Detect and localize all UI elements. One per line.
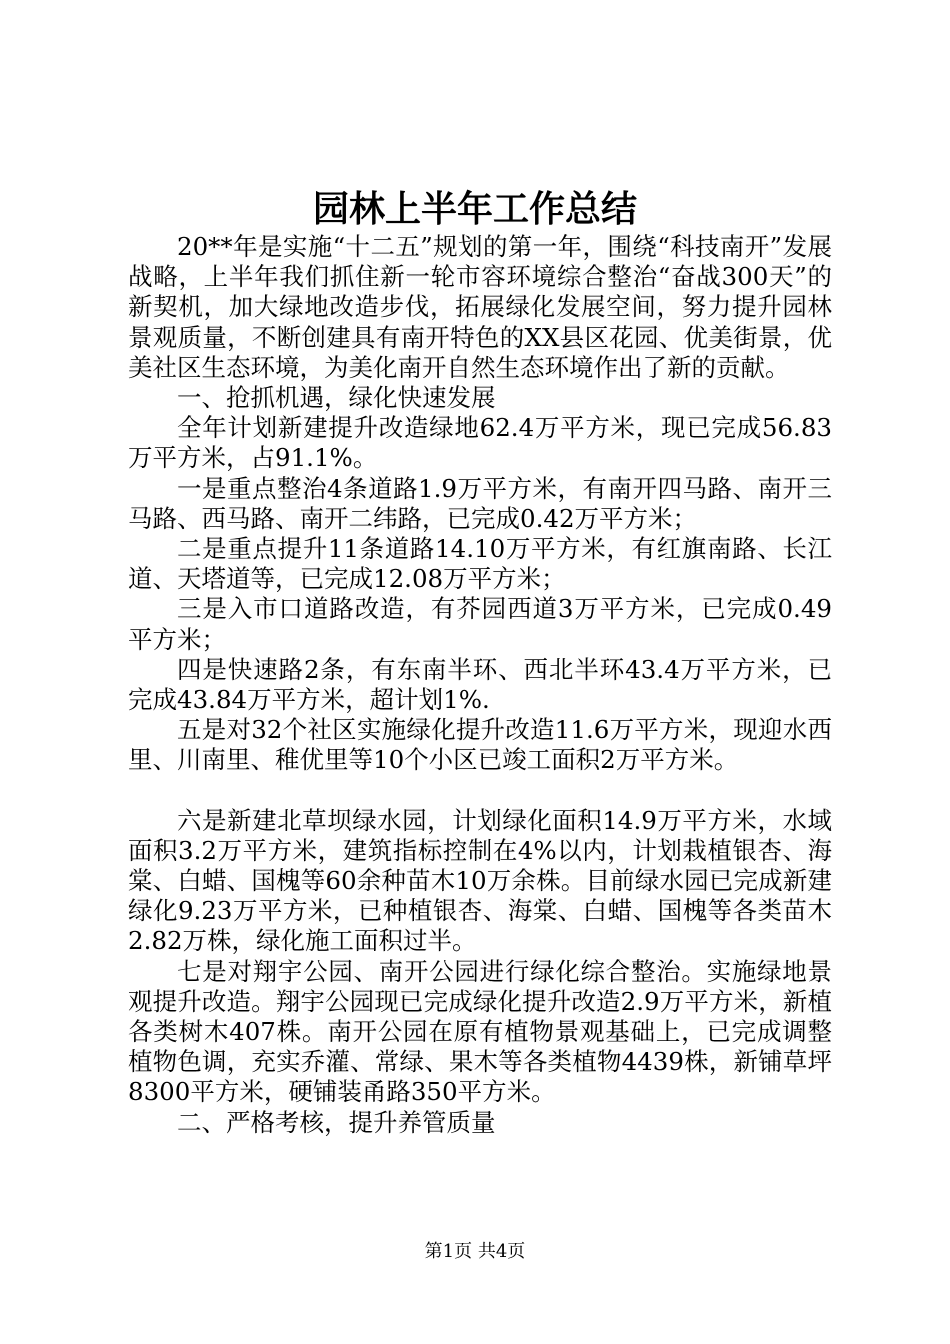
paragraph-intro: 20**年是实施“十二五”规划的第一年，围绕“科技南开”发展战略，上半年我们抓住新一轮市容环境综合整治“奋战300天”的新契机，加大绿地改造步伐，拓展绿化发展空间，努力提升园林景观质量，不断创建具有南开特色的XX县区花园、优美街景，优美社区生态环境，为美化南开自然生态环境作出了新的贡献。 bbox=[128, 232, 832, 382]
paragraph-item-1: 一是重点整治4条道路1.9万平方米，有南开四马路、南开三马路、西马路、南开二纬路，已完成0.42万平方米； bbox=[128, 473, 832, 533]
page-footer: 第1页 共4页 bbox=[424, 1241, 526, 1262]
paragraph-item-7: 七是对翔宇公园、南开公园进行绿化综合整治。实施绿地景观提升改造。翔宇公园现已完成绿化提升改造2.9万平方米，新植各类树木407株。南开公园在原有植物景观基础上，已完成调整植物色调，充实乔灌、常绿、果木等各类植物4439株，新铺草坪8300平方米，硬铺装甬路350平方米。 bbox=[128, 956, 832, 1107]
section-heading-2: 二、严格考核，提升养管质量 bbox=[177, 1107, 496, 1137]
paragraph-item-5: 五是对32个社区实施绿化提升改造11.6万平方米，现迎水西里、川南里、稚优里等10个小区已竣工面积2万平方米。 bbox=[128, 715, 832, 775]
paragraph-item-4: 四是快速路2条，有东南半环、西北半环43.4万平方米，已完成43.84万平方米，超计划1%. bbox=[128, 654, 832, 715]
document-title: 园林上半年工作总结 bbox=[312, 188, 637, 230]
paragraph-item-2: 二是重点提升11条道路14.10万平方米，有红旗南路、长江道、天塔道等，已完成12.08万平方米； bbox=[128, 534, 832, 594]
paragraph-annual-plan: 全年计划新建提升改造绿地62.4万平方米，现已完成56.83万平方米，占91.1%。 bbox=[128, 413, 832, 473]
section-heading-1: 一、抢抓机遇，绿化快速发展 bbox=[177, 383, 496, 413]
paragraph-item-6: 六是新建北草坝绿水园，计划绿化面积14.9万平方米，水域面积3.2万平方米，建筑指标控制在4%以内，计划栽植银杏、海棠、白蜡、国槐等60余种苗木10万余株。目前绿水园已完成新建绿化9.23万平方米，已种植银杏、海棠、白蜡、国槐等各类苗木2.82万株，绿化施工面积过半。 bbox=[128, 805, 832, 956]
paragraph-item-3: 三是入市口道路改造，有芥园西道3万平方米，已完成0.49平方米； bbox=[128, 594, 832, 654]
document-body bbox=[128, 232, 832, 1138]
